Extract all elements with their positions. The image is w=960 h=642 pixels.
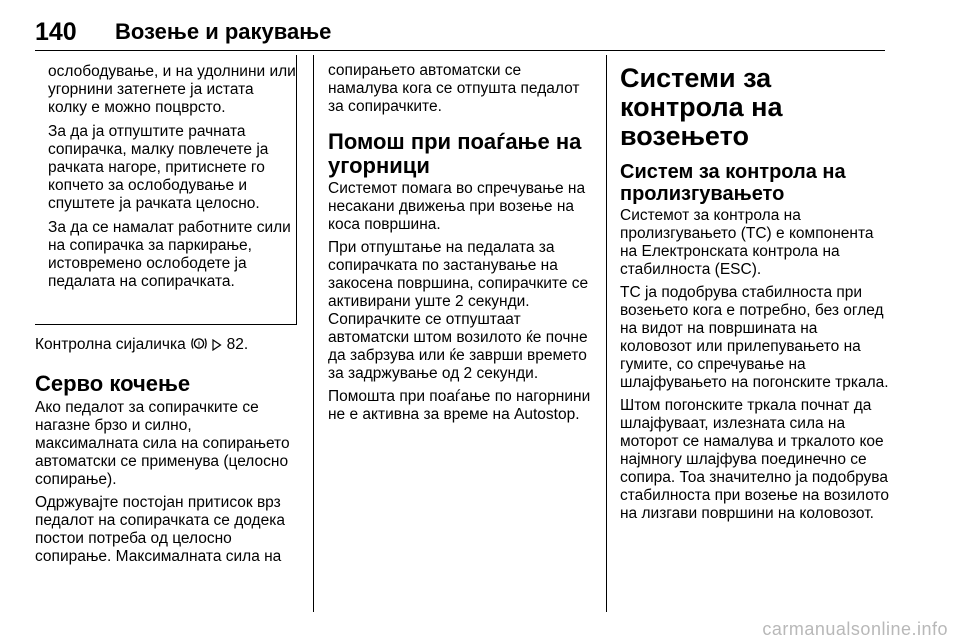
watermark: carmanualsonline.info: [762, 619, 948, 639]
col2-paragraph-3: Помошта при поаѓање по нагорнини не е активна за време на Autostop.: [328, 388, 591, 423]
warning-line-ref: 82.: [226, 336, 249, 353]
subsection-heading-traction-control: Систем за контрола на пролизгувањето: [620, 161, 846, 205]
col3-paragraph-2: TC ја подобрува стабилноста при возењето кога е потребно, без оглед на видот на површината на коловозот или прилепувањето на гумите, со спречување на шлајфувањето на погонските тркала.: [620, 284, 889, 391]
col2-continued-paragraph: сопирањето автоматски се намалува кога се отпушта педалот за сопирачките.: [328, 62, 580, 115]
col2-paragraph-2: При отпуштање на педалата за сопирачката по застанување на закосена површина, сопирачките се активирани уште 2 секунди. Сопирачките се отпуштаат автоматски штом возилото ќе почне да забрзува или ќе заврши времето за задржување од 2 секунди.: [328, 239, 589, 382]
col2-paragraph-1: Системот помага во спречување на несакани движења при возење на коса површина.: [328, 180, 586, 233]
section-heading-driving-control-systems: Системи за контрола на возењето: [620, 63, 783, 151]
note-box: [35, 55, 297, 325]
column-2: [328, 62, 593, 429]
column-1: [35, 336, 297, 571]
note-paragraph-2: За да ја отпуштите рачната сопирачка, малку повлечете ја рачката нагоре, притиснете го копчето за ослободување и спуштете ја рачката целосно.: [48, 123, 269, 212]
col1-paragraph-1: Ако педалот за сопирачките се нагазне брзо и силно, максималната сила на сопирањето автоматски се применува (целосно сопирање).: [35, 399, 290, 488]
column-divider-1: [313, 55, 314, 612]
warning-light-reference: [35, 336, 297, 356]
brake-warning-icon: [190, 336, 208, 356]
column-divider-2: [606, 55, 607, 612]
col1-paragraph-2: Одржувајте постојан притисок врз педалот на сопирачката се додека постои потреба од целосно сопирање. Максималната сила на: [35, 494, 285, 565]
section-heading-brake-assist: Серво кочење: [35, 371, 191, 396]
page-title: Возење и ракување: [115, 19, 332, 44]
column-3: [620, 64, 892, 528]
reference-arrow-icon: [212, 338, 222, 356]
note-paragraph-1: ослободување, и на удолнини или угорнини затегнете ја истата колку е можно поцврсто.: [48, 63, 296, 116]
page-header: [35, 18, 885, 51]
svg-text:!: !: [197, 339, 201, 349]
col3-paragraph-1: Системот за контрола на пролизгувањето (TC) е компонента на Електронската контрола на стабилноста (ESC).: [620, 207, 874, 278]
note-paragraph-3: За да се намалат работните сили на сопирачка за паркирање, истовремено ослободете ја педалата на сопирачката.: [48, 219, 291, 290]
page-number: 140: [35, 18, 77, 46]
col3-paragraph-3: Штом погонските тркала почнат да шлајфуваат, излезната сила на моторот се намалува и тркалото кое најмногу шлајфува поединечно се сопира. Тоа значително ја подобрува стабилноста при возење на возилото на лизгави површини на коловозот.: [620, 397, 890, 522]
warning-line-prefix: Контролна сијаличка: [35, 336, 186, 353]
section-heading-hill-start-assist: Помош при поаѓање на угорници: [328, 129, 582, 178]
